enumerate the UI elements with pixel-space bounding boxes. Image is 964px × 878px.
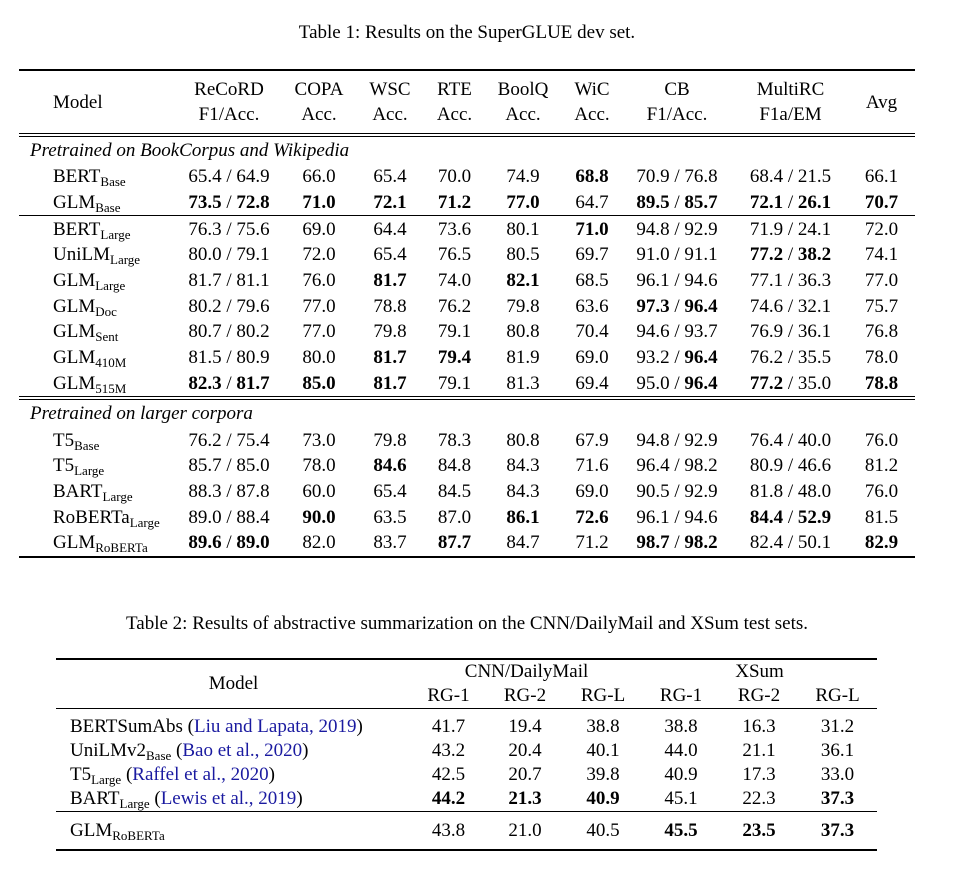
- cell-value: 67.9: [575, 429, 609, 451]
- cell-value: 80.8: [506, 429, 540, 451]
- cell-value: 65.4: [373, 480, 407, 502]
- cell-value: 76.0: [864, 480, 899, 502]
- cell-value: 74.9: [506, 166, 540, 188]
- cell-value: 78.8: [373, 295, 407, 317]
- cell-value: 40.1: [586, 740, 620, 761]
- cell-value: 76.8: [864, 321, 899, 343]
- cell-value: 45.5: [642, 812, 720, 851]
- cell-value: 20.4: [508, 740, 542, 761]
- cell-value: 94.6 / 93.7: [636, 321, 718, 343]
- cell-value: 31.2: [820, 716, 855, 737]
- cell-value: 94.8 / 92.9: [636, 429, 718, 451]
- model-name: $GLM_{515M}$: [53, 372, 127, 396]
- model-name: UniLM$_{Large}$: [53, 244, 141, 268]
- summarization-results-table: [56, 658, 877, 851]
- cell-value: 33.0: [820, 764, 855, 785]
- cell-value: 22.3: [742, 788, 776, 809]
- cell-value: 21.3: [508, 788, 542, 809]
- cell-value: 76.2 / 35.5: [749, 347, 832, 369]
- cell-value: 81.3: [506, 372, 540, 394]
- model-name: $GLM_{RoBERTa}$: [56, 812, 411, 851]
- cell-value: 44.2: [431, 788, 466, 809]
- cell-value: 84.3: [506, 480, 540, 502]
- subheader-rgl: RG-L: [798, 684, 877, 709]
- superglue-results-table: [19, 69, 915, 558]
- cell-value: 79.1: [437, 372, 472, 394]
- cell-value: 40.5: [564, 812, 642, 851]
- cell-value: 77.0: [302, 321, 336, 343]
- table-row: [19, 345, 915, 371]
- cell-value: 81.8 / 48.0: [749, 480, 832, 502]
- cell-value: 81.5: [864, 506, 899, 528]
- cell-value: 63.6: [575, 295, 609, 317]
- cell-value: 86.1: [506, 506, 540, 528]
- subheader-rg2: RG-2: [486, 684, 564, 709]
- cell-value: 63.5: [373, 506, 407, 528]
- header-group-xsum: XSum: [735, 661, 784, 682]
- cell-value: 64.4: [354, 216, 426, 242]
- cell-value: 69.7: [575, 244, 609, 266]
- cell-value: 83.7: [354, 530, 426, 557]
- table-row: [19, 164, 915, 190]
- model-name: $GLM_{410M}$: [53, 347, 127, 371]
- cell-value: 94.8 / 92.9: [621, 216, 733, 242]
- cell-value: 84.6: [373, 455, 407, 477]
- model-name: $BERT_{Base}$: [53, 166, 126, 190]
- cell-value: 77.2 / 38.2: [749, 244, 832, 266]
- model-name: $GLM_{Large}$: [53, 270, 126, 294]
- cell-value: 65.4: [373, 166, 407, 188]
- model-name: BERTSumAbs (Liu and Lapata, 2019): [70, 716, 363, 737]
- cell-value: 64.7: [575, 192, 609, 214]
- cell-value: 80.7 / 80.2: [188, 321, 270, 343]
- cell-value: 81.7: [373, 347, 407, 369]
- cell-value: 88.3 / 87.8: [188, 480, 270, 502]
- cell-value: 43.2: [431, 740, 466, 761]
- cell-value: 89.5 / 85.7: [636, 192, 718, 214]
- table-row: [56, 739, 877, 763]
- cell-value: 76.5: [437, 244, 472, 266]
- model-name: RoBERTa$_{Large}$: [53, 506, 160, 530]
- cell-value: 66.1: [864, 166, 899, 188]
- cell-value: 72.0: [848, 216, 915, 242]
- table2-caption: Table 2: Results of abstractive summarization on the CNN/DailyMail and XSum test sets.: [125, 613, 809, 634]
- cell-value: 42.5: [431, 764, 466, 785]
- cell-value: 80.1: [483, 216, 563, 242]
- table-row: [19, 504, 915, 530]
- cell-value: 85.0: [302, 372, 336, 394]
- table-row: [56, 709, 877, 740]
- subheader-rg2: RG-2: [720, 684, 798, 709]
- cell-value: 23.5: [720, 812, 798, 851]
- cell-value: 80.9 / 46.6: [749, 455, 832, 477]
- model-name: $GLM_{Doc}$: [53, 295, 117, 319]
- cell-value: 79.4: [437, 347, 472, 369]
- table1-header-row: [19, 70, 915, 135]
- cell-value: 84.4 / 52.9: [749, 506, 832, 528]
- cell-value: 45.1: [664, 788, 698, 809]
- cell-value: 84.8: [437, 455, 472, 477]
- cell-value: 75.7: [864, 295, 899, 317]
- cell-value: 80.0 / 79.1: [188, 244, 270, 266]
- cell-value: 65.4: [373, 244, 407, 266]
- table2-group-row: [56, 659, 877, 684]
- cell-value: 87.0: [437, 506, 472, 528]
- table-row: [56, 763, 877, 787]
- cell-value: 60.0: [302, 480, 336, 502]
- cell-value: 78.0: [864, 347, 899, 369]
- cell-value: 74.1: [864, 244, 899, 266]
- cell-value: 65.4 / 64.9: [188, 166, 270, 188]
- cell-value: 97.3 / 96.4: [636, 295, 718, 317]
- cell-value: 21.1: [742, 740, 776, 761]
- model-name: $BART_{Large}$ (Lewis et al., 2019): [70, 788, 303, 811]
- header-boolq: BoolQ Acc.: [483, 70, 563, 135]
- model-name: $BART_{Large}$: [53, 480, 133, 504]
- table-row: [19, 427, 915, 453]
- cell-value: 95.0 / 96.4: [636, 372, 718, 394]
- cell-value: 68.5: [575, 270, 609, 292]
- header-wic: WiC Acc.: [563, 70, 621, 135]
- cell-value: 96.4 / 98.2: [636, 455, 718, 477]
- cell-value: 96.1 / 94.6: [636, 506, 718, 528]
- cell-value: 76.9 / 36.1: [749, 321, 832, 343]
- cell-value: 72.6: [575, 506, 609, 528]
- section-header: [19, 135, 915, 164]
- cell-value: 82.9: [848, 530, 915, 557]
- cell-value: 76.2: [437, 295, 472, 317]
- cell-value: 40.9: [586, 788, 620, 809]
- subheader-rg1: RG-1: [642, 684, 720, 709]
- cell-value: 68.8: [575, 166, 609, 188]
- cell-value: 78.8: [864, 372, 899, 394]
- section-title: Pretrained on BookCorpus and Wikipedia: [30, 140, 350, 161]
- table-row: [19, 242, 915, 268]
- cell-value: 38.8: [586, 716, 620, 737]
- table-row: [19, 371, 915, 399]
- header-rte: RTE Acc.: [426, 70, 483, 135]
- cell-value: 81.9: [506, 347, 540, 369]
- cell-value: 81.2: [864, 455, 899, 477]
- cell-value: 71.2: [563, 530, 621, 557]
- cell-value: 68.4 / 21.5: [749, 166, 832, 188]
- table-row: [19, 268, 915, 294]
- cell-value: 73.6: [426, 216, 483, 242]
- cell-value: 77.0: [302, 295, 336, 317]
- cell-value: 84.5: [437, 480, 472, 502]
- cell-value: 76.2 / 75.4: [188, 429, 270, 451]
- cell-value: 72.1: [373, 192, 407, 214]
- header-record: ReCoRD F1/Acc.: [174, 70, 284, 135]
- cell-value: 78.0: [302, 455, 336, 477]
- cell-value: 69.4: [575, 372, 609, 394]
- cell-value: 84.3: [506, 455, 540, 477]
- cell-value: 78.3: [437, 429, 472, 451]
- cell-value: 70.0: [437, 166, 472, 188]
- cell-value: 82.0: [284, 530, 354, 557]
- cell-value: 20.7: [508, 764, 542, 785]
- header-cb: CB F1/Acc.: [621, 70, 733, 135]
- cell-value: 43.8: [411, 812, 486, 851]
- cell-value: 74.6 / 32.1: [749, 295, 832, 317]
- cell-value: 69.0: [284, 216, 354, 242]
- cell-value: 70.7: [864, 192, 899, 214]
- cell-value: 77.0: [506, 192, 540, 214]
- citation-link[interactable]: Lewis et al., 2019: [160, 788, 297, 809]
- cell-value: 85.7 / 85.0: [188, 455, 270, 477]
- cell-value: 80.5: [506, 244, 540, 266]
- model-name: $GLM_{RoBERTa}$: [19, 530, 174, 557]
- cell-value: 17.3: [742, 764, 776, 785]
- cell-value: 81.7 / 81.1: [188, 270, 270, 292]
- cell-value: 80.0: [302, 347, 336, 369]
- cell-value: 69.0: [575, 480, 609, 502]
- cell-value: 71.9 / 24.1: [733, 216, 848, 242]
- subheader-rg1: RG-1: [411, 684, 486, 709]
- cell-value: 38.8: [664, 716, 698, 737]
- cell-value: 71.0: [302, 192, 336, 214]
- cell-value: 84.7: [483, 530, 563, 557]
- header-group-cnn-dailymail: CNN/DailyMail: [464, 661, 589, 682]
- model-name: $GLM_{Sent}$: [53, 321, 119, 345]
- header-model: Model: [19, 70, 174, 135]
- cell-value: 79.8: [373, 321, 407, 343]
- cell-value: 76.0: [864, 429, 899, 451]
- citation-link[interactable]: Raffel et al., 2020: [132, 764, 269, 785]
- cell-value: 66.0: [302, 166, 336, 188]
- cell-value: 81.5 / 80.9: [188, 347, 270, 369]
- table-row: [19, 319, 915, 345]
- cell-value: 72.1 / 26.1: [749, 192, 832, 214]
- cell-value: 96.1 / 94.6: [636, 270, 718, 292]
- cell-value: 89.0 / 88.4: [188, 506, 270, 528]
- cell-value: 71.0: [563, 216, 621, 242]
- cell-value: 70.9 / 76.8: [636, 166, 718, 188]
- section-header: [19, 398, 915, 427]
- cell-value: 74.0: [437, 270, 472, 292]
- cell-value: 72.0: [302, 244, 336, 266]
- citation-link[interactable]: Bao et al., 2020: [182, 740, 303, 761]
- cell-value: 41.7: [431, 716, 466, 737]
- cell-value: 73.5 / 72.8: [188, 192, 270, 214]
- cell-value: 36.1: [820, 740, 855, 761]
- model-name: $T5_{Large}$: [53, 455, 105, 479]
- cell-value: 71.2: [437, 192, 472, 214]
- cell-value: 82.4 / 50.1: [733, 530, 848, 557]
- cell-value: 16.3: [742, 716, 776, 737]
- cell-value: 77.1 / 36.3: [749, 270, 832, 292]
- cell-value: 93.2 / 96.4: [636, 347, 718, 369]
- table-row: [19, 453, 915, 479]
- cell-value: 71.6: [575, 455, 609, 477]
- cell-value: 82.1: [506, 270, 540, 292]
- cell-value: 76.4 / 40.0: [749, 429, 832, 451]
- cell-value: 90.0: [302, 506, 336, 528]
- cell-value: 21.0: [486, 812, 564, 851]
- header-multirc: MultiRC F1a/EM: [733, 70, 848, 135]
- table1-caption: Table 1: Results on the SuperGLUE dev set.: [298, 22, 636, 43]
- cell-value: 73.0: [302, 429, 336, 451]
- cell-value: 80.2 / 79.6: [188, 295, 270, 317]
- cell-value: 37.3: [820, 788, 855, 809]
- cell-value: 81.7: [373, 270, 407, 292]
- model-name: $BERT_{Large}$: [19, 216, 174, 242]
- cell-value: 79.8: [373, 429, 407, 451]
- cell-value: 98.7 / 98.2: [621, 530, 733, 557]
- header-wsc: WSC Acc.: [354, 70, 426, 135]
- cell-value: 79.1: [437, 321, 472, 343]
- cell-value: 81.7: [373, 372, 407, 394]
- header-copa: COPA Acc.: [284, 70, 354, 135]
- cell-value: 69.0: [575, 347, 609, 369]
- header-avg: Avg: [848, 70, 915, 135]
- table-row: [19, 293, 915, 319]
- model-name: $GLM_{Base}$: [53, 192, 121, 216]
- cell-value: 76.3 / 75.6: [174, 216, 284, 242]
- table-row: [19, 479, 915, 505]
- cell-value: 87.7: [426, 530, 483, 557]
- model-name: $T5_{Base}$: [53, 429, 100, 453]
- cell-value: 19.4: [508, 716, 542, 737]
- model-name: $UniLMv2_{Base}$ (Bao et al., 2020): [70, 740, 309, 763]
- header-model: Model: [56, 659, 411, 709]
- section-title: Pretrained on larger corpora: [19, 398, 915, 427]
- cell-value: 82.3 / 81.7: [188, 372, 270, 394]
- cell-value: 91.0 / 91.1: [636, 244, 718, 266]
- table-row: [19, 216, 915, 242]
- cell-value: 80.8: [506, 321, 540, 343]
- cell-value: 77.0: [864, 270, 899, 292]
- citation-link[interactable]: Liu and Lapata, 2019: [193, 716, 357, 737]
- cell-value: 76.0: [302, 270, 336, 292]
- cell-value: 40.9: [664, 764, 698, 785]
- cell-value: 79.8: [506, 295, 540, 317]
- cell-value: 89.6 / 89.0: [174, 530, 284, 557]
- cell-value: 77.2 / 35.0: [749, 372, 832, 394]
- cell-value: 44.0: [664, 740, 698, 761]
- table-row: [19, 190, 915, 216]
- cell-value: 39.8: [586, 764, 620, 785]
- table-row: [19, 530, 915, 557]
- cell-value: 90.5 / 92.9: [636, 480, 718, 502]
- table-row: [56, 812, 877, 851]
- cell-value: 37.3: [798, 812, 877, 851]
- cell-value: 70.4: [575, 321, 609, 343]
- subheader-rgl: RG-L: [564, 684, 642, 709]
- model-name: $T5_{Large}$ (Raffel et al., 2020): [70, 764, 275, 787]
- table-row: [56, 787, 877, 812]
